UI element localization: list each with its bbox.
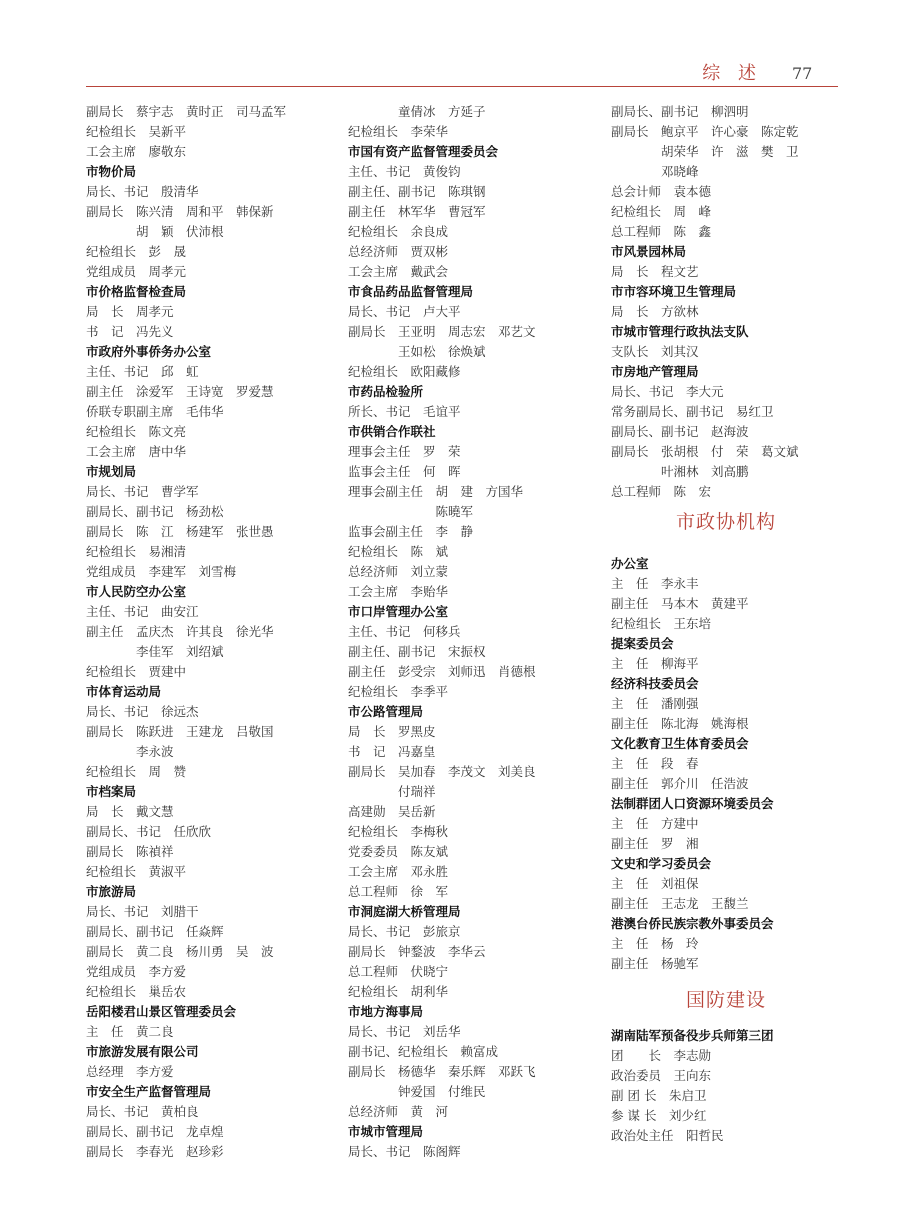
personnel-line: 局 长 戴文慧 — [86, 804, 174, 819]
personnel-line: 副局长、书记 任欣欣 — [86, 824, 212, 839]
personnel-line: 党委委员 陈友斌 — [348, 844, 449, 859]
personnel-line: 纪检组长 李荣华 — [348, 124, 449, 139]
unit-heading: 经济科技委员会 — [611, 676, 699, 691]
unit-heading: 市城市管理局 — [348, 1124, 424, 1139]
personnel-line: 党组成员 李建军 刘雪梅 — [86, 564, 237, 579]
personnel-line: 副局长 杨德华 秦乐辉 邓跃飞 — [348, 1064, 536, 1079]
personnel-line: 纪检组长 王东培 — [611, 616, 712, 631]
personnel-line: 副局长、副书记 杨劲松 — [86, 504, 224, 519]
unit-heading: 市国有资产监督管理委员会 — [348, 144, 499, 159]
personnel-line: 副局长 黄二良 杨川勇 吴 波 — [86, 944, 274, 959]
personnel-line: 副主任 陈北海 姚海根 — [611, 716, 749, 731]
personnel-line: 胡 颖 伏沛根 — [86, 224, 224, 239]
personnel-line: 纪检组长 陈 斌 — [348, 544, 449, 559]
personnel-line: 副书记、纪检组长 赖富成 — [348, 1044, 499, 1059]
header-rule — [86, 86, 838, 87]
personnel-line: 工会主席 邓永胜 — [348, 864, 449, 879]
personnel-line: 局长、书记 刘岳华 — [348, 1024, 461, 1039]
personnel-line: 局 长 周孝元 — [86, 304, 174, 319]
personnel-line: 主 任 柳海平 — [611, 656, 699, 671]
personnel-line: 所长、书记 毛谊平 — [348, 404, 461, 419]
unit-heading: 市规划局 — [86, 464, 137, 479]
personnel-line: 纪检组长 欧阳藏修 — [348, 364, 461, 379]
personnel-line: 党组成员 李方爱 — [86, 964, 187, 979]
personnel-line: 纪检组长 周 峰 — [611, 204, 712, 219]
personnel-line: 副主任 罗 湘 — [611, 836, 699, 851]
personnel-line: 副局长 钟鍪波 李华云 — [348, 944, 486, 959]
personnel-line: 李佳军 刘绍斌 — [86, 644, 224, 659]
unit-heading: 文化教育卫生体育委员会 — [611, 736, 749, 751]
unit-heading: 市市容环境卫生管理局 — [611, 284, 737, 299]
personnel-line: 局长、书记 黄柏良 — [86, 1104, 199, 1119]
unit-heading: 市食品药品监督管理局 — [348, 284, 474, 299]
unit-heading: 市物价局 — [86, 164, 137, 179]
personnel-line: 侨联专职副主席 毛伟华 — [86, 404, 224, 419]
unit-heading: 市价格监督检查局 — [86, 284, 187, 299]
personnel-line: 主 任 潘刚强 — [611, 696, 699, 711]
personnel-line: 副局长、副书记 柳泗明 — [611, 104, 749, 119]
personnel-line: 工会主席 李贻华 — [348, 584, 449, 599]
section-heading: 国防建设 — [685, 989, 766, 1011]
unit-heading: 市地方海事局 — [348, 1004, 424, 1019]
personnel-line: 局长、书记 陈阁辉 — [348, 1144, 461, 1159]
personnel-line: 副主任 涂爱军 王诗宽 罗爱慧 — [86, 384, 274, 399]
personnel-line: 总工程师 陈 宏 — [611, 484, 712, 499]
personnel-line: 副局长 陈禎祥 — [86, 844, 174, 859]
personnel-line: 陈曉军 — [348, 504, 474, 519]
personnel-line: 政治处主任 阳哲民 — [611, 1128, 724, 1143]
personnel-line: 纪检组长 胡利华 — [348, 984, 449, 999]
personnel-line: 副主任 杨驰军 — [611, 956, 699, 971]
personnel-line: 李永波 — [86, 744, 174, 759]
personnel-line: 纪检组长 李梅秋 — [348, 824, 449, 839]
unit-heading: 市政府外事侨务办公室 — [86, 344, 212, 359]
personnel-line: 副局长 吴加春 李茂文 刘美良 — [348, 764, 536, 779]
unit-heading: 市城市管理行政执法支队 — [611, 324, 749, 339]
personnel-line: 纪检组长 贾建中 — [86, 664, 187, 679]
personnel-line: 工会主席 戴武会 — [348, 264, 449, 279]
personnel-line: 副主任 王志龙 王馥兰 — [611, 896, 749, 911]
unit-heading: 岳阳楼君山景区管理委员会 — [86, 1004, 237, 1019]
unit-heading: 办公室 — [611, 556, 649, 571]
unit-heading: 市洞庭湖大桥管理局 — [348, 904, 461, 919]
unit-heading: 市人民防空办公室 — [86, 584, 187, 599]
personnel-line: 局长、书记 曹学军 — [86, 484, 199, 499]
personnel-line: 纪检组长 黄淑平 — [86, 864, 187, 879]
personnel-line: 纪检组长 陈文亮 — [86, 424, 187, 439]
personnel-line: 副局长、副书记 赵海波 — [611, 424, 749, 439]
personnel-line: 副局长 鲍京平 许心豪 陈定乾 — [611, 124, 799, 139]
personnel-line: 主 任 刘祖保 — [611, 876, 699, 891]
personnel-line: 局 长 方欲林 — [611, 304, 699, 319]
personnel-line: 邓晓峰 — [611, 164, 699, 179]
unit-heading: 市药品检验所 — [348, 384, 424, 399]
personnel-line: 团 长 李志勋 — [611, 1048, 712, 1063]
unit-heading: 港澳台侨民族宗教外事委员会 — [611, 916, 774, 931]
personnel-line: 副局长 王亚明 周志宏 邓艺文 — [348, 324, 536, 339]
personnel-line: 总经济师 黄 河 — [348, 1104, 449, 1119]
personnel-line: 局长、书记 殷清华 — [86, 184, 199, 199]
unit-heading: 文史和学习委员会 — [611, 856, 712, 871]
personnel-line: 总经济师 刘立蒙 — [348, 564, 449, 579]
personnel-line: 副局长 李春光 赵珍彩 — [86, 1144, 224, 1159]
personnel-line: 局长、书记 彭旅京 — [348, 924, 461, 939]
personnel-line: 副 团 长 朱启卫 — [611, 1088, 707, 1103]
unit-heading: 市风景园林局 — [611, 244, 687, 259]
column-3 — [611, 102, 841, 1146]
unit-heading: 市档案局 — [86, 784, 137, 799]
personnel-line: 纪检组长 李季平 — [348, 684, 449, 699]
personnel-line: 参 谋 长 刘少红 — [611, 1108, 707, 1123]
personnel-line: 副主任 孟庆杰 许其良 徐光华 — [86, 624, 274, 639]
personnel-line: 监事会副主任 李 静 — [348, 524, 474, 539]
personnel-line: 常务副局长、副书记 易红卫 — [611, 404, 774, 419]
personnel-line: 纪检组长 吴新平 — [86, 124, 187, 139]
unit-heading: 市旅游发展有限公司 — [86, 1044, 199, 1059]
personnel-line: 纪检组长 周 赞 — [86, 764, 187, 779]
personnel-line: 工会主席 廖敬东 — [86, 144, 187, 159]
personnel-line: 副主任 彭受宗 刘师迅 肖德根 — [348, 664, 536, 679]
page-header — [0, 62, 902, 86]
personnel-line: 副局长、副书记 龙卓煌 — [86, 1124, 224, 1139]
personnel-line: 书 记 冯先义 — [86, 324, 174, 339]
page-number: 77 — [792, 64, 813, 83]
personnel-line: 主 任 杨 玲 — [611, 936, 699, 951]
personnel-line: 工会主席 唐中华 — [86, 444, 187, 459]
personnel-line: 副局长 蔡宇志 黄时正 司马孟军 — [86, 104, 287, 119]
column-1 — [86, 102, 336, 1162]
section-heading: 市政协机构 — [675, 511, 776, 533]
personnel-line: 纪检组长 巢岳农 — [86, 984, 187, 999]
personnel-line: 局长、书记 刘腊干 — [86, 904, 199, 919]
personnel-line: 总工程师 徐 军 — [348, 884, 449, 899]
unit-heading: 市房地产管理局 — [611, 364, 699, 379]
unit-heading: 湖南陆军预备役步兵师第三团 — [611, 1028, 774, 1043]
personnel-line: 主任、书记 邱 虹 — [86, 364, 199, 379]
personnel-line: 理事会副主任 胡 建 方国华 — [348, 484, 524, 499]
unit-heading: 市口岸管理办公室 — [348, 604, 449, 619]
personnel-line: 主 任 方建中 — [611, 816, 699, 831]
personnel-line: 主 任 黄二良 — [86, 1024, 174, 1039]
personnel-line: 童倩冰 方延子 — [348, 104, 486, 119]
column-2 — [348, 102, 606, 1162]
unit-heading: 市体育运动局 — [86, 684, 162, 699]
personnel-line: 副局长 张胡根 付 荣 葛文斌 — [611, 444, 799, 459]
personnel-line: 总工程师 伏晓宁 — [348, 964, 449, 979]
personnel-line: 总工程师 陈 鑫 — [611, 224, 712, 239]
personnel-line: 副局长 陈兴清 周和平 韩保新 — [86, 204, 274, 219]
personnel-line: 副主任 郭介川 任浩波 — [611, 776, 749, 791]
unit-heading: 市安全生产监督管理局 — [86, 1084, 212, 1099]
personnel-line: 副局长、副书记 任焱辉 — [86, 924, 224, 939]
personnel-line: 叶湘林 刘高鹏 — [611, 464, 749, 479]
personnel-line: 副主任 马本木 黄建平 — [611, 596, 749, 611]
personnel-line: 局长、书记 卢大平 — [348, 304, 461, 319]
personnel-line: 胡荣华 许 滋 樊 卫 — [611, 144, 799, 159]
unit-heading: 市公路管理局 — [348, 704, 424, 719]
personnel-line: 书 记 冯嘉皇 — [348, 744, 436, 759]
personnel-line: 监事会主任 何 晖 — [348, 464, 461, 479]
personnel-line: 主 任 李永丰 — [611, 576, 699, 591]
personnel-line: 主任、书记 曲安江 — [86, 604, 199, 619]
unit-heading: 市供销合作联社 — [348, 424, 436, 439]
personnel-line: 纪检组长 余良成 — [348, 224, 449, 239]
personnel-line: 纪检组长 彭 晟 — [86, 244, 187, 259]
unit-heading: 法制群团人口资源环境委员会 — [611, 796, 774, 811]
personnel-line: 理事会主任 罗 荣 — [348, 444, 461, 459]
personnel-line: 高建勋 吴岳新 — [348, 804, 436, 819]
personnel-line: 纪检组长 易湘清 — [86, 544, 187, 559]
personnel-line: 总会计师 袁本德 — [611, 184, 712, 199]
personnel-line: 局长、书记 李大元 — [611, 384, 724, 399]
unit-heading: 提案委员会 — [611, 636, 674, 651]
personnel-line: 主任、书记 何移兵 — [348, 624, 461, 639]
personnel-line: 王如松 徐焕斌 — [348, 344, 486, 359]
personnel-line: 副局长 陈 江 杨建军 张世愚 — [86, 524, 274, 539]
personnel-line: 钟爱国 付维民 — [348, 1084, 486, 1099]
section-title: 综 述 — [702, 63, 762, 84]
personnel-line: 局 长 罗黑皮 — [348, 724, 436, 739]
personnel-line: 副主任、副书记 宋振权 — [348, 644, 486, 659]
personnel-line: 政治委员 王向东 — [611, 1068, 712, 1083]
personnel-line: 主任、书记 黄俊钧 — [348, 164, 461, 179]
personnel-line: 副主任、副书记 陈琪钢 — [348, 184, 486, 199]
unit-heading: 市旅游局 — [86, 884, 137, 899]
personnel-line: 总经理 李方爱 — [86, 1064, 174, 1079]
personnel-line: 支队长 刘其汉 — [611, 344, 699, 359]
personnel-line: 总经济师 贾双彬 — [348, 244, 449, 259]
personnel-line: 局长、书记 徐远杰 — [86, 704, 199, 719]
personnel-line: 主 任 段 春 — [611, 756, 699, 771]
personnel-line: 副主任 林军华 曹冠军 — [348, 204, 486, 219]
personnel-line: 付瑞祥 — [348, 784, 436, 799]
personnel-line: 局 长 程文艺 — [611, 264, 699, 279]
personnel-line: 党组成员 周孝元 — [86, 264, 187, 279]
personnel-line: 副局长 陈跃进 王建龙 吕敬国 — [86, 724, 274, 739]
